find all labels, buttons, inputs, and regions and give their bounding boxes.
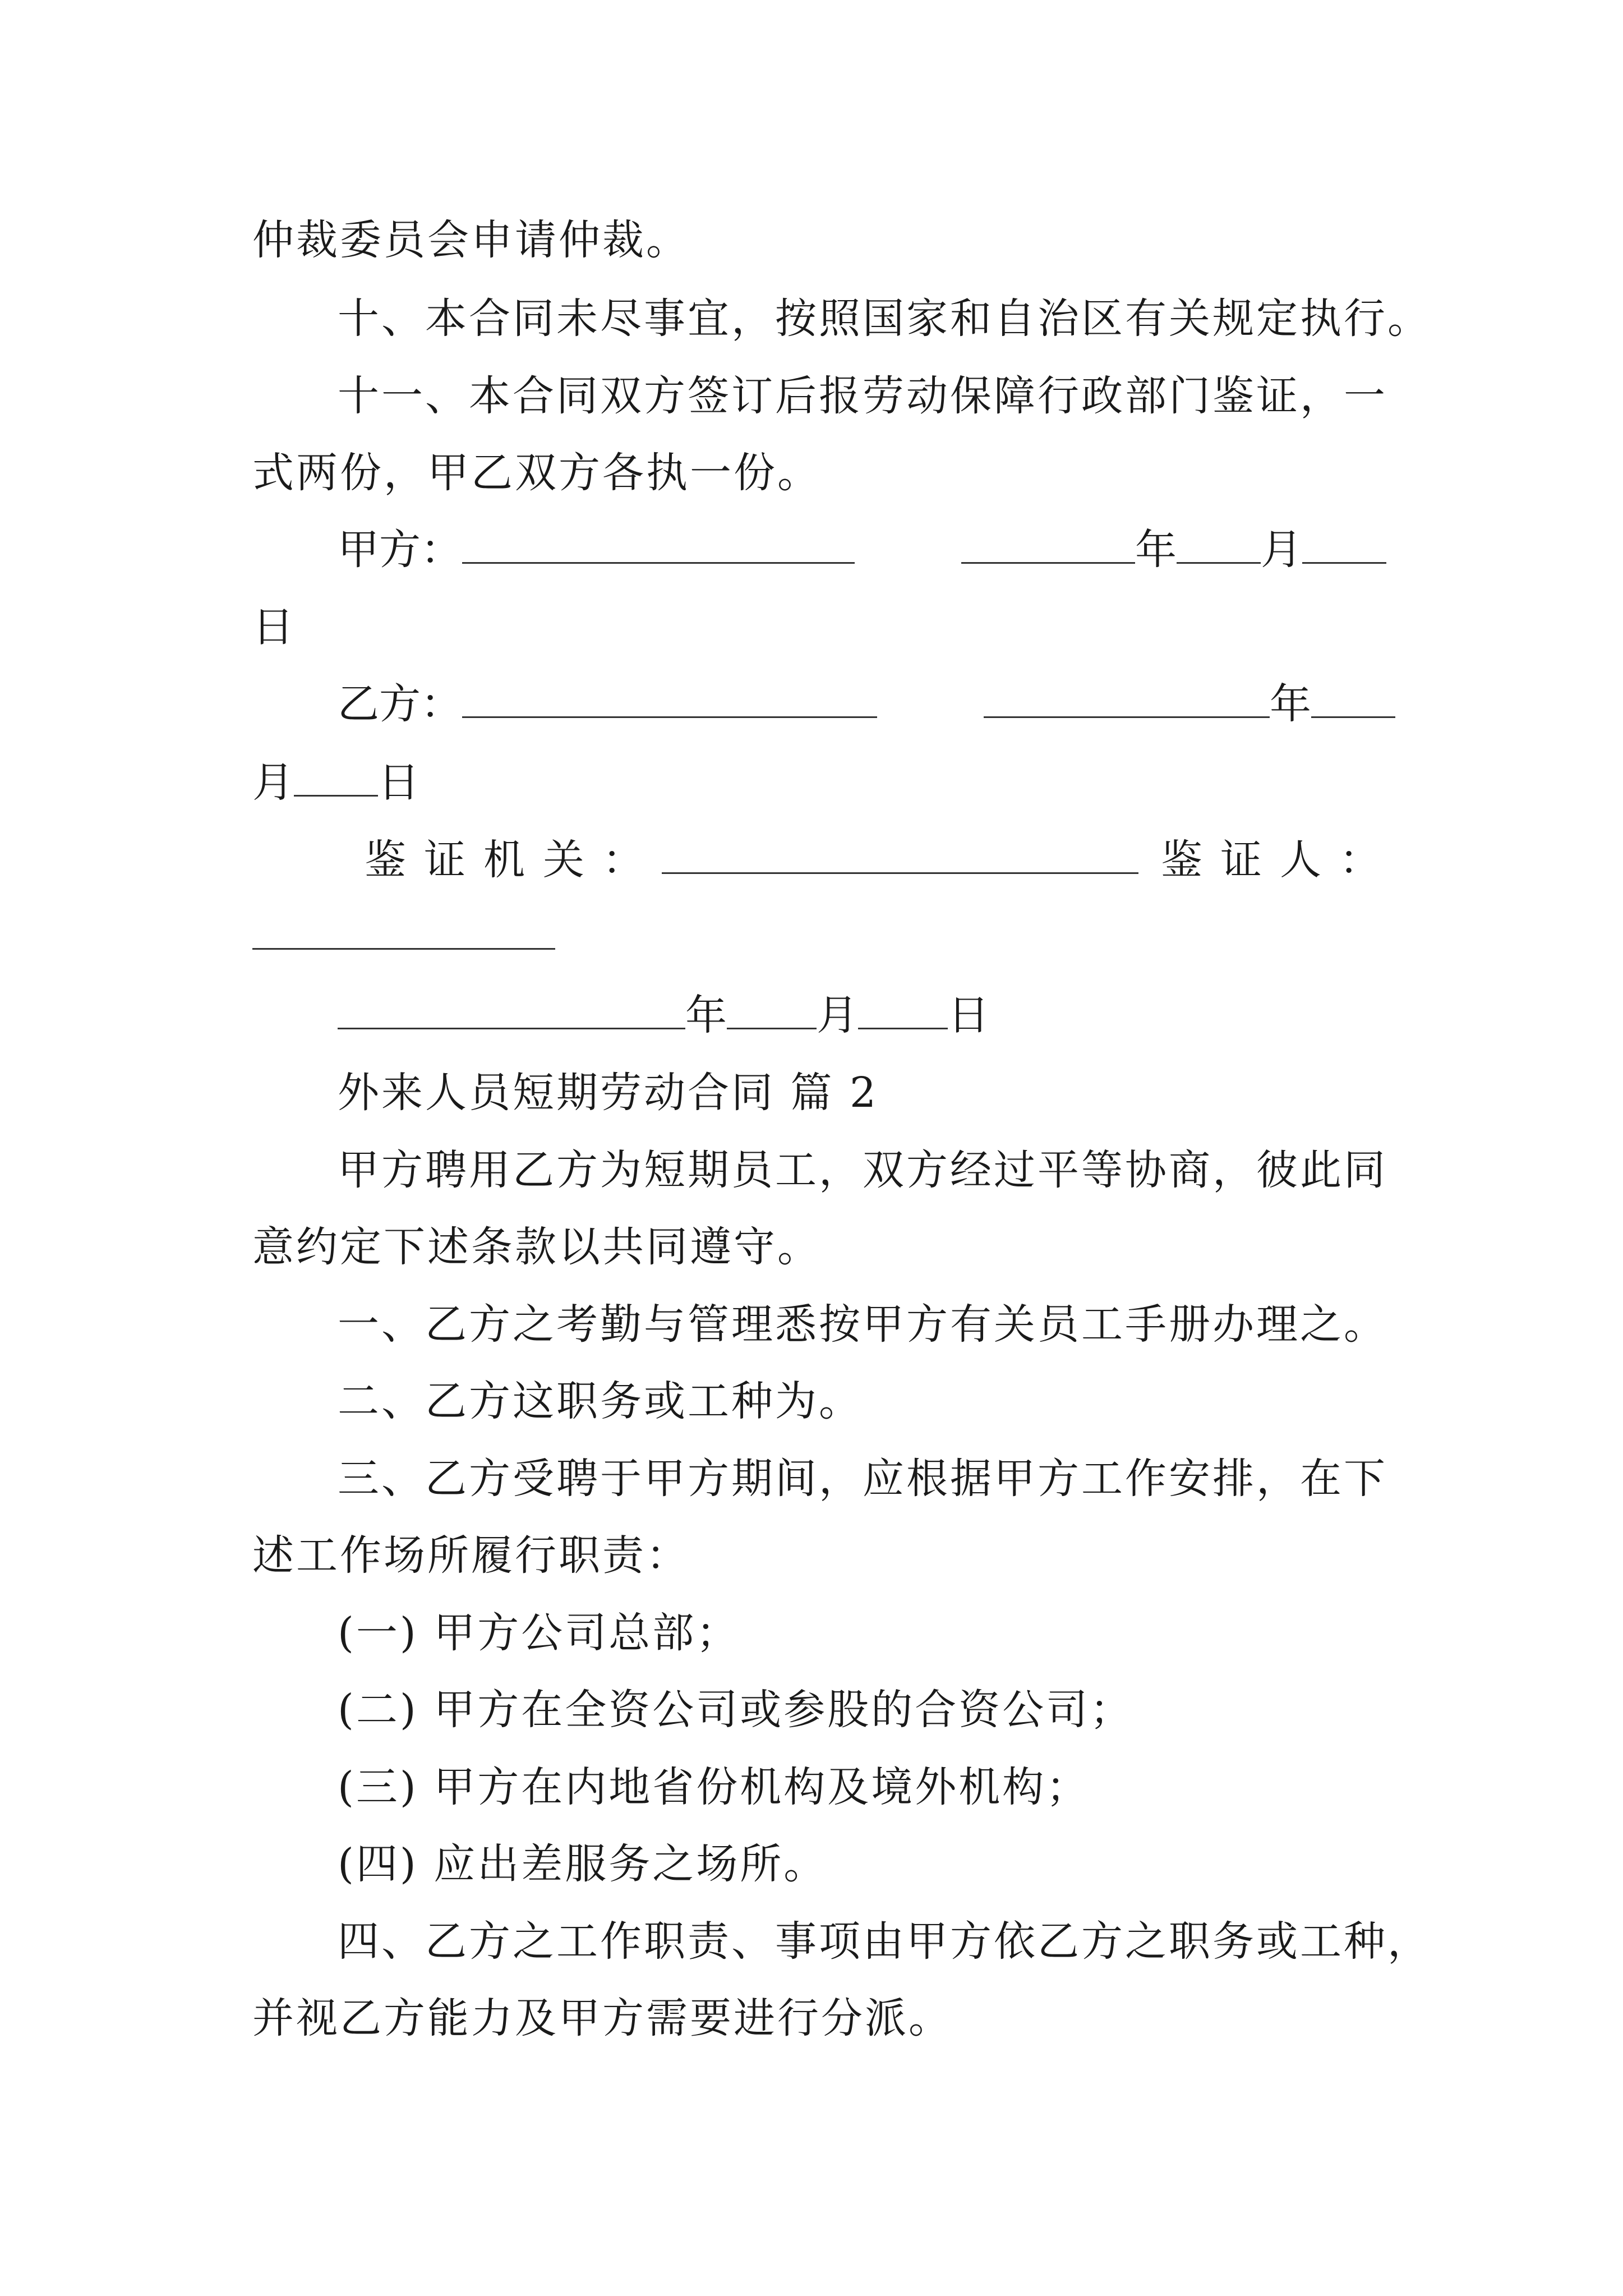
party-a-signature-row [338,522,1386,578]
certifier-person-label: 鉴证人： [1161,836,1399,884]
certifier-date-row [338,987,989,1043]
list-item: (二) 甲方在全资公司或参股的合资公司； [338,1686,1134,1734]
paragraph-text: 仲裁委员会申请仲裁。 [252,216,690,264]
date-blank [294,756,378,797]
year-label: 年 [1135,526,1177,574]
day-label: 日 [948,991,989,1039]
section-heading: 外来人员短期劳动合同 篇 2 [338,1069,879,1117]
party-b-blank [462,677,877,718]
date-blank [1177,523,1261,564]
certifier-row [365,832,1399,888]
date-blank [961,523,1135,564]
party-a-label: 甲方： [338,526,462,574]
date-blank [1302,523,1386,564]
month-label: 月 [817,991,858,1039]
certifier-org-blank [662,833,1138,874]
paragraph-text: 并视乙方能力及甲方需要进行分派。 [252,1994,952,2042]
date-blank [858,988,948,1029]
party-b-signature-row [338,676,1395,732]
paragraph-text: 一、乙方之考勤与管理悉按甲方有关员工手册办理之。 [338,1300,1387,1349]
party-b-label: 乙方： [338,680,462,728]
paragraph-text: 式两份，甲乙双方各执一份。 [252,449,821,497]
month-label: 月 [1261,526,1302,574]
day-label: 日 [252,603,296,651]
year-label: 年 [1270,680,1311,728]
list-item: (三) 甲方在内地省份机构及境外机构； [338,1763,1090,1811]
date-blank [1311,677,1395,718]
day-label: 日 [378,758,419,807]
month-label: 月 [252,758,294,807]
certifier-org-label: 鉴证机关： [365,836,662,884]
paragraph-text: 十、本合同未尽事宜，按照国家和自治区有关规定执行。 [338,295,1431,343]
paragraph-text: 甲方聘用乙方为短期员工，双方经过平等协商，彼此同 [338,1146,1387,1194]
date-blank [338,988,685,1029]
paragraph-text: 意约定下述条款以共同遵守。 [252,1223,821,1271]
list-item: (四) 应出差服务之场所。 [338,1840,828,1888]
paragraph-text: 三、乙方受聘于甲方期间，应根据甲方工作安排，在下 [338,1455,1387,1503]
party-a-blank [462,523,855,564]
date-blank [727,988,817,1029]
certifier-person-blank [252,948,555,950]
paragraph-text: 述工作场所履行职责： [252,1531,690,1580]
date-blank [984,677,1270,718]
paragraph-text: 四、乙方之工作职责、事项由甲方依乙方之职务或工种， [338,1917,1431,1966]
year-label: 年 [685,991,727,1039]
party-b-date-row [252,754,419,811]
paragraph-text: 二、乙方这职务或工种为。 [338,1377,863,1425]
list-item: (一) 甲方公司总部； [338,1609,740,1657]
paragraph-text: 十一、本合同双方签订后报劳动保障行政部门鉴证，一 [338,372,1387,420]
